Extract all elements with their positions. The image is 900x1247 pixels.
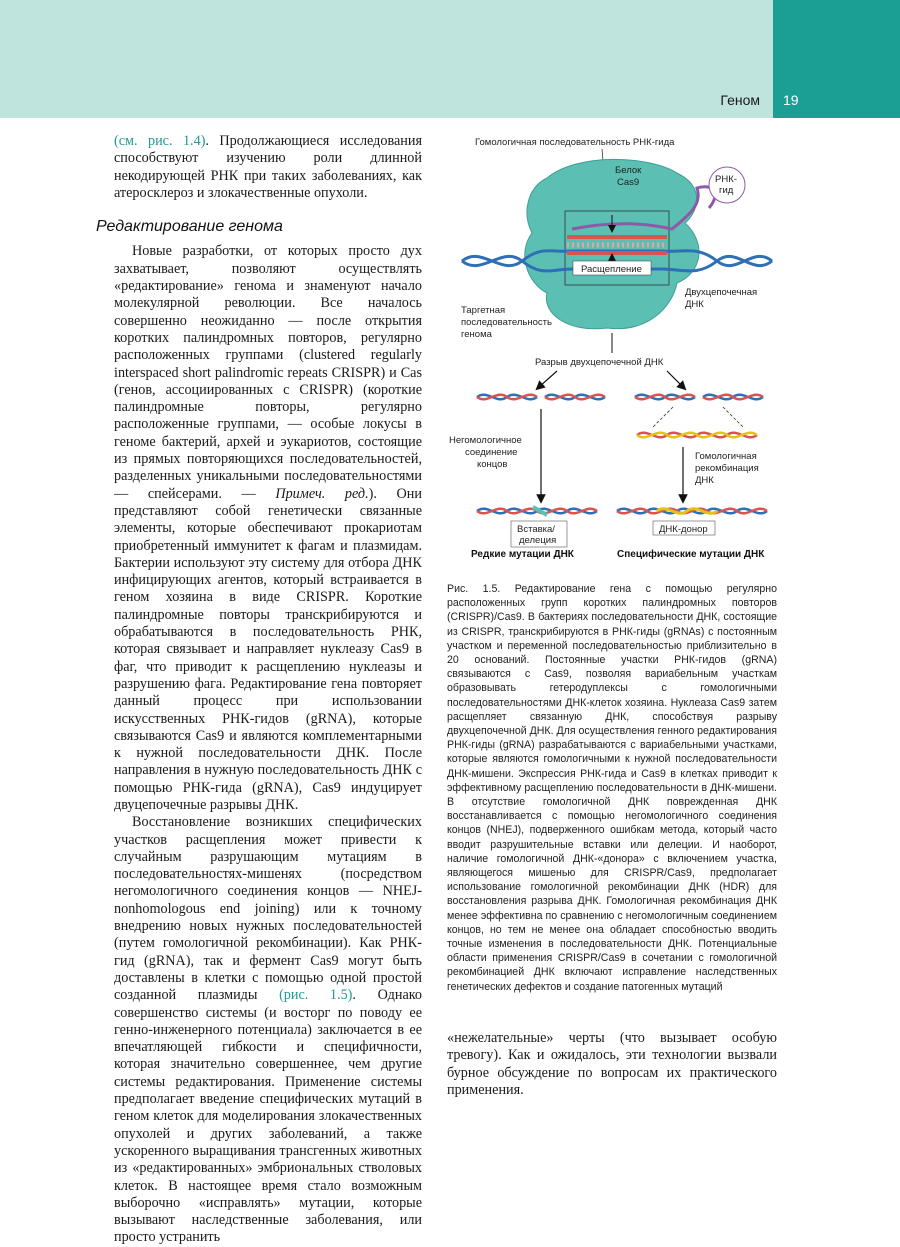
label-nhej-line3: концов bbox=[477, 459, 508, 470]
crispr-figure bbox=[447, 133, 777, 573]
paragraph-2-part-a: Восстановление возникших специфических участков расщепления может привести к случайным разрушающим мутациям в последовательностях-мишенях (посредством негомологичного соединения концов — NHEJ-nonhomologous end joining) или к точному внедрению новых нужных последовательностей (путем гомологичной рекомбинации). Как РНК-гид (gRNA), так и фермент Cas9 могут быть доставлены в клетки с помощью одной простой созданной плазмиды bbox=[114, 814, 422, 1004]
label-cleavage: Расщепление bbox=[581, 264, 642, 275]
label-hr-line2: рекомбинация bbox=[695, 463, 759, 474]
label-rna-guide-line2: гид bbox=[719, 185, 734, 196]
label-dsdna-line2: ДНК bbox=[685, 299, 704, 310]
broken-dna-left bbox=[477, 395, 605, 400]
broken-dna-right bbox=[635, 395, 763, 400]
label-nhej-line2: соединение bbox=[465, 447, 518, 458]
label-target-line3: генома bbox=[461, 329, 492, 340]
intro-text: . Продолжающиеся исследования способствуют изучению роли длинной некодирующей РНК при таких заболеваниях, как атеросклероз и злокачественные опухоли. bbox=[114, 133, 422, 201]
label-cas9-line2: Cas9 bbox=[617, 177, 640, 188]
running-header: Геном bbox=[720, 92, 760, 108]
right-paragraph: «нежелательные» черты (что вызывает особую тревогу). Как и ожидалось, эти технологии вызвали бурное обсуждение по вопросам их практического применения. bbox=[447, 1030, 777, 1098]
paragraph-1-part-b: ). Они представляют собой генетически связанные элементы, которые обеспечивают прокариотам приобретенный иммунитет к фагам и плазмидам. Бактерии используют эту систему для отбора ДНК инфицирующих агентов, который встраивается в геном хозяина в виде CRISPR. Короткие палиндромные повторы транскрибируются и обрабатываются в последовательность РНК, которая связывает и направляет нуклеазу Cas9 в фаг, что приводит к расщеплению нуклеазы и разрушению фага. Редактирование гена повторяет данный процесс при использовании искусственных РНК-гидов (gRNA), которые связываются Cas9 и являются комплементарными к нужной последовательности ДНК. После направления в нужную последовательность ДНК с помощью РНК-гида (gRNA), Cas9 индуцирует двуцепочечные разрывы ДНК. bbox=[114, 485, 422, 813]
caption-text: Редактирование гена с помощью регулярно расположенных групп коротких палиндромных повторов (CRISPR)/Cas9. В бактериях последовательности ДНК, состоящие из CRISPR, транскрибируются в РНК-гиды (gRNAs) с постоянным участком и переменной последовательностью приблизительно в 20 оснований. Постоянные участки РНК-гидов (gRNA) связываются с Cas9, позволяя вариабельным участкам образовывать гетеродуплексы с гомологичными последовательностями ДНК-клеток хозяина. Нуклеаза Cas9 затем расщепляет связанную ДНК, способствуя разрыву двухцепочечной ДНК. Для осуществления генного редактирования РНК-гиды (gRNA) разрабатываются с вариабельными участками, которые являются гомологичными к нужной последовательности ДНК-мишени. Экспрессия РНК-гида и Cas9 в клетках приводит к эффективному расщеплению последовательности в ДНК-мишени. В отсутствие гомологичной ДНК поврежденная ДНК восстанавливается с помощью негомологичного соединения концов (NHEJ), подверженного ошибкам метода, который часто вводит разрушительные вставки или делеции. И наоборот, наличие гомологичной ДНК-«донора» с включением участка, являющегося мишенью для CRISPR/Cas9, предполагает использование гомологичной рекомбинации ДНК (HDR) для восстановления разрыва ДНК. Гомологичная рекомбинация ДНК менее эффективна по сравнению с негомологичным соединением концов, но тем не менее она обладает способностью вводить точные изменения в последовательности ДНК. Потенциальные области применения CRISPR/Cas9 в сочетании с гомологичной рекомбинацией ДНК включают исправление наследственных генетических дефектов и создание патогенных мутаций bbox=[447, 583, 777, 993]
section-title: Редактирование генома bbox=[96, 218, 283, 236]
arrow-right-branch bbox=[667, 371, 683, 387]
label-nhej-line1: Негомологичное bbox=[449, 435, 522, 446]
label-dsb: Разрыв двухцепочечной ДНК bbox=[535, 357, 664, 368]
figure-reference-link[interactable]: (см. рис. 1.4) bbox=[114, 133, 206, 149]
label-indel-line2: делеция bbox=[519, 535, 557, 546]
label-rna-guide-line1: РНК- bbox=[715, 174, 737, 185]
paragraph-1 bbox=[114, 243, 422, 814]
paragraph-2-part-b: . Однако совершенство системы (и восторг по поводу ее генно-инженерного потенциала) заключается в ее впечатляющей гибкости и специфичности, которая значительно совершеннее, чем другие системы редактирования. Применение системы предполагает введение специфических мутаций в геном клеток для моделирования злокачественных опухолей и других заболеваний, а также ускоренного выращивания трансгенных животных из «редактированных» эмбриональных стволовых клеток. В настоящее время стало возможным выборочно «исправлять» мутации, которые вызывают наследственные заболевания, или просто устранить bbox=[114, 987, 423, 1246]
label-donor: ДНК-донор bbox=[659, 524, 708, 535]
label-hr-line3: ДНК bbox=[695, 475, 714, 486]
label-homologous-sequence: Гомологичная последовательность РНК-гида bbox=[475, 137, 675, 148]
editor-note: Примеч. ред. bbox=[275, 485, 369, 502]
left-column bbox=[96, 133, 423, 1247]
cas9-protein bbox=[525, 159, 699, 328]
paragraph-2 bbox=[114, 814, 422, 1246]
label-indel-line1: Вставка/ bbox=[517, 524, 555, 535]
right-column bbox=[447, 133, 777, 573]
figure-1-5-link[interactable]: (рис. 1.5) bbox=[279, 987, 353, 1004]
label-target-line1: Таргетная bbox=[461, 305, 506, 316]
page-number: 19 bbox=[783, 92, 799, 108]
intro-paragraph bbox=[114, 133, 422, 202]
crispr-diagram bbox=[447, 133, 777, 573]
caption-label: Рис. 1.5. bbox=[447, 583, 501, 595]
page-tab bbox=[773, 0, 900, 118]
repaired-dna-right bbox=[617, 509, 767, 514]
donor-dna bbox=[637, 433, 757, 438]
label-rare-mutations: Редкие мутации ДНК bbox=[471, 549, 574, 560]
header-band bbox=[0, 0, 900, 118]
right-column-text bbox=[447, 1030, 777, 1099]
label-target-line2: последовательность bbox=[461, 317, 552, 328]
label-cas9-line1: Белок bbox=[615, 165, 642, 176]
label-specific-mutations: Специфические мутации ДНК bbox=[617, 549, 765, 560]
donor-guide-right bbox=[723, 407, 743, 427]
label-dsdna-line1: Двухцепочечная bbox=[685, 287, 758, 298]
arrow-left-branch bbox=[539, 371, 557, 387]
figure-caption bbox=[447, 582, 777, 994]
donor-guide-left bbox=[653, 407, 673, 427]
repaired-dna-left bbox=[477, 507, 597, 515]
label-hr-line1: Гомологичная bbox=[695, 451, 757, 462]
paragraph-1-part-a: Новые разработки, от которых просто дух захватывает, позволяют осуществлять «редактирование» генома и знаменуют начало молекулярной революции. Все началось совершенно неожиданно — после открытия коротких палиндромных повторов, регулярно расположенных группами (clustered regularly interspaced short palindromic repeats CRISPR) и Cas (генов, ассоциированных с CRISPR) (короткие палиндромные повторы, регулярно расположенные группами, — особые локусы в геноме бактерий, архей и эукариотов, состоящие из прямых повторяющихся последовательностей, разделенных уникальными последовательностями — спейсерами. — bbox=[114, 243, 422, 502]
